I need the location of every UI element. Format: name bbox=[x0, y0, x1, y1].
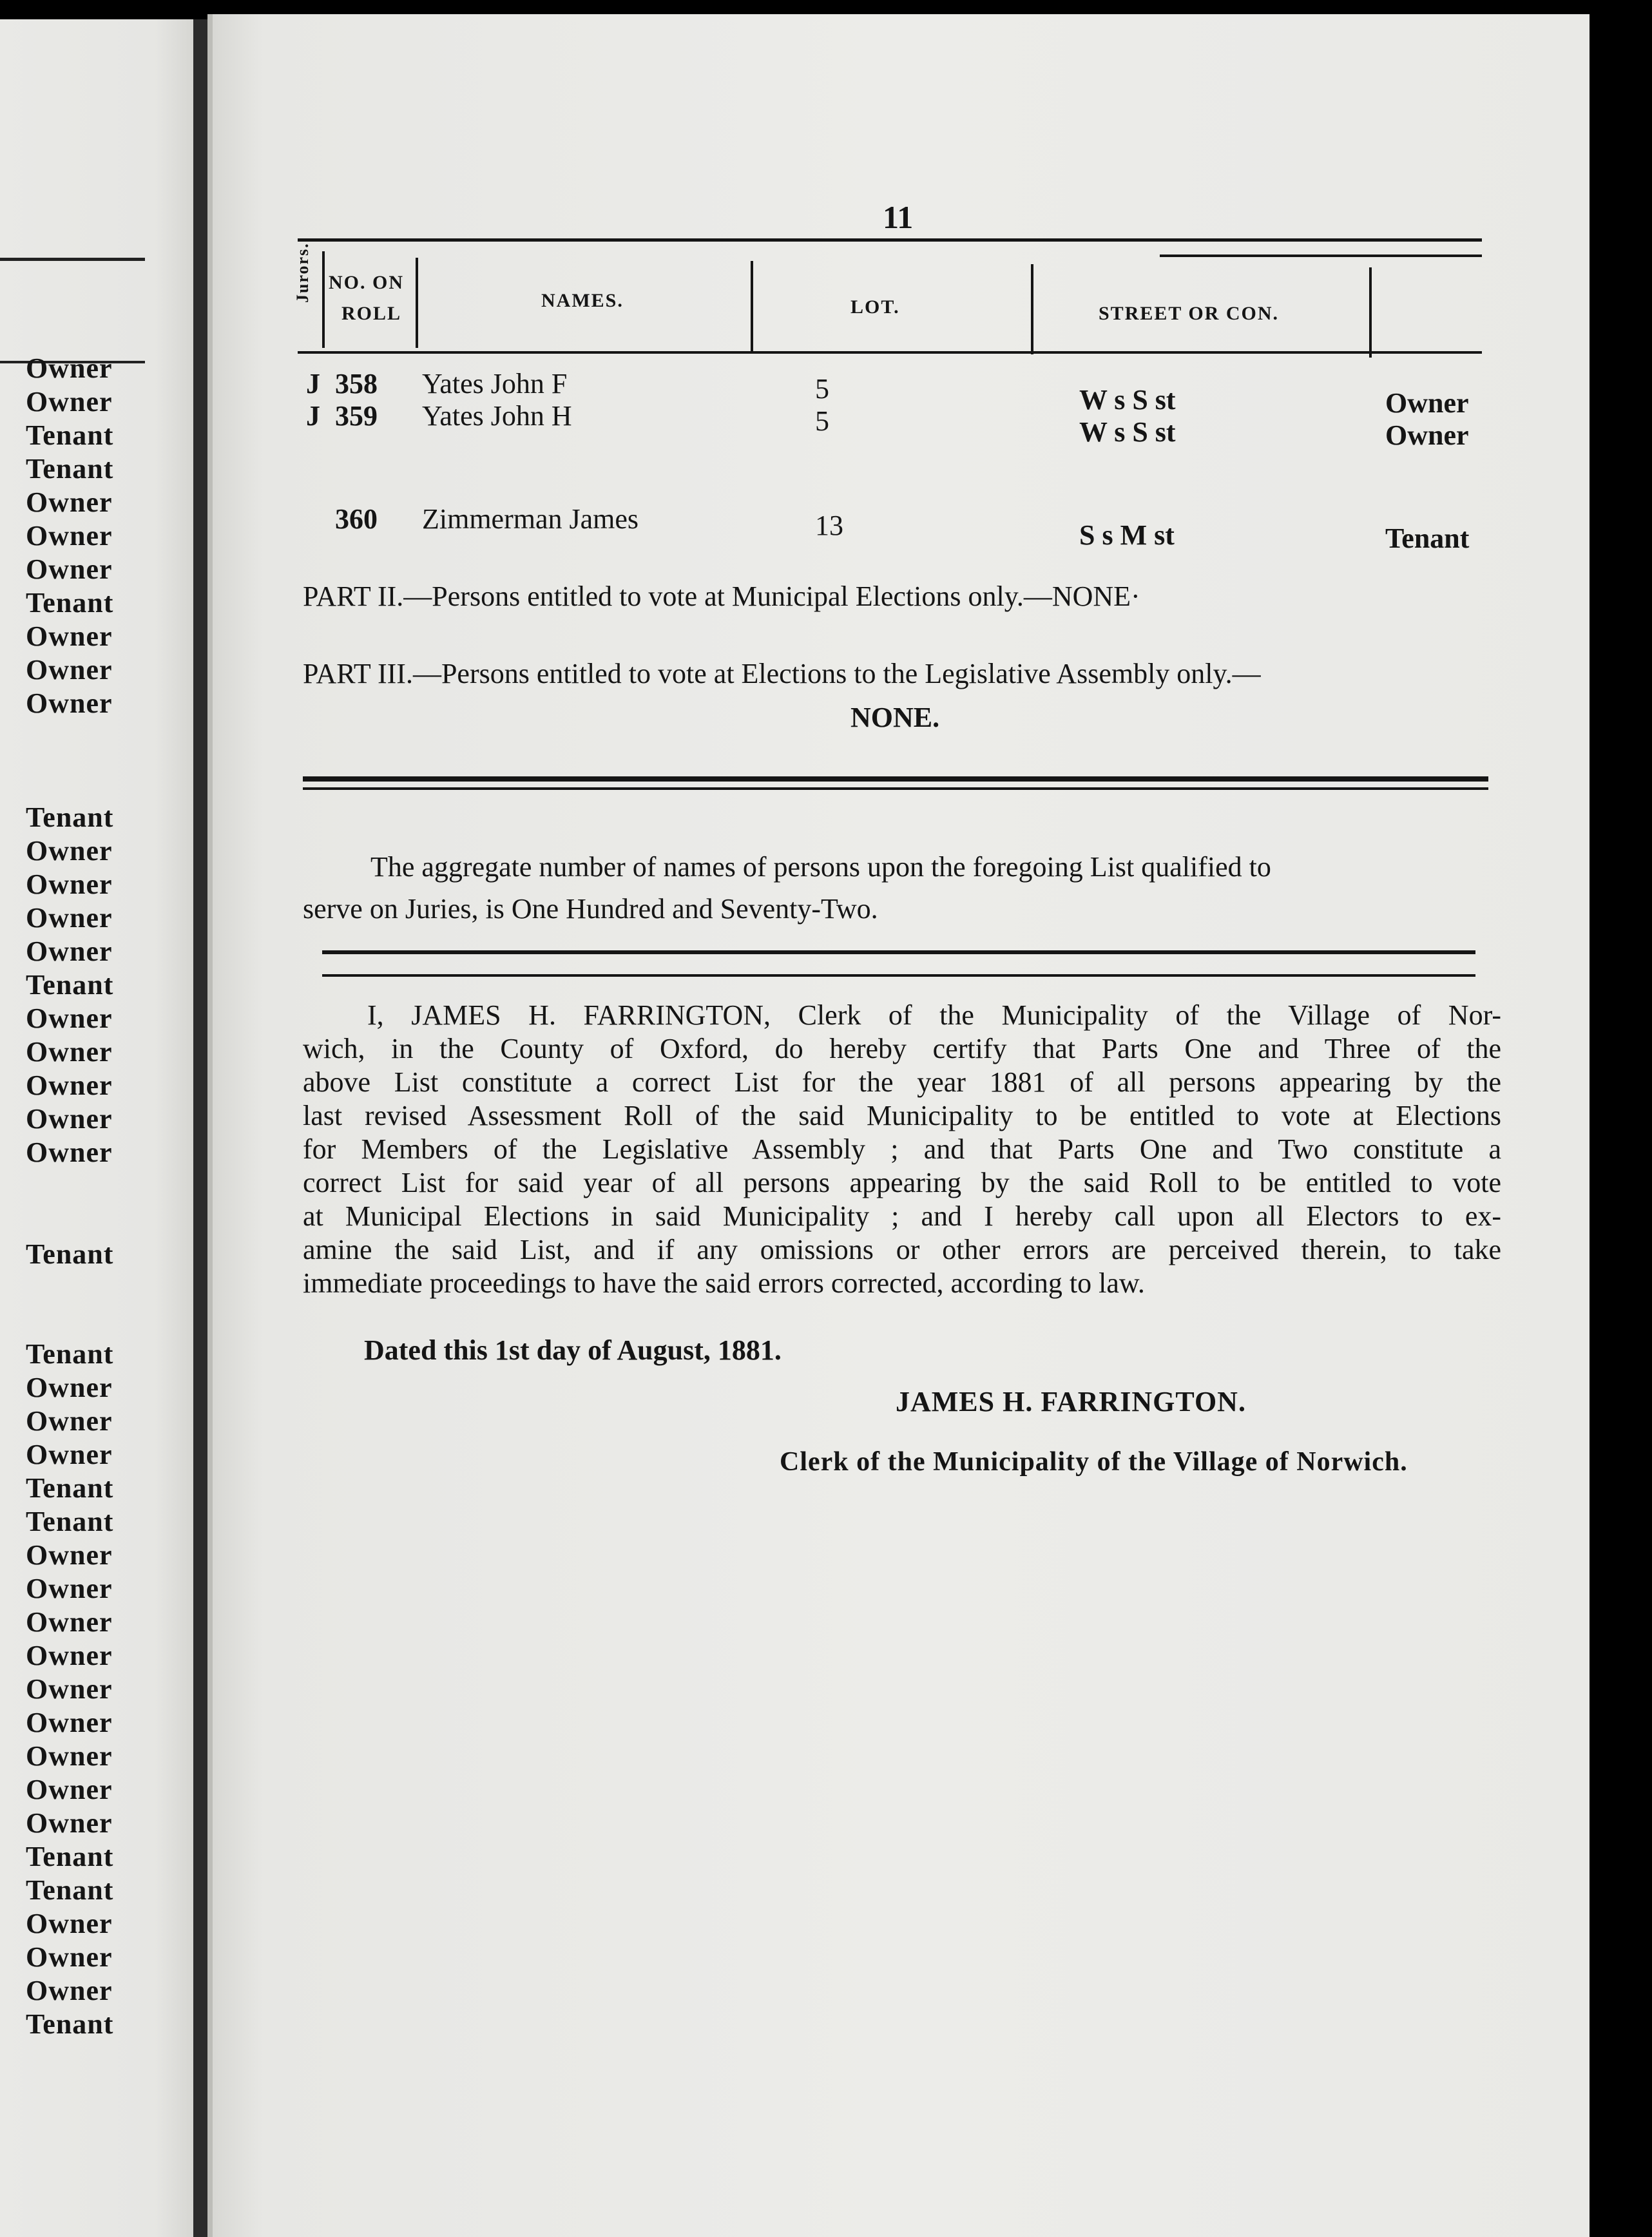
row-1-street: W s S st bbox=[1079, 384, 1176, 416]
section-rule-2 bbox=[322, 950, 1475, 954]
row-1-lot: 5 bbox=[815, 373, 829, 405]
left-status-label: Owner bbox=[26, 1640, 113, 1671]
left-status-label: Owner bbox=[26, 520, 113, 552]
left-status-label: Owner bbox=[26, 1740, 113, 1772]
left-status-label: Owner bbox=[26, 1372, 113, 1403]
table-header-bottom-rule bbox=[298, 351, 1482, 354]
left-status-label: Owner bbox=[26, 902, 113, 934]
certification-line-last: immediate proceedings to have the said errors corrected, according to law. bbox=[303, 1267, 1145, 1299]
left-status-label: Tenant bbox=[26, 1338, 114, 1370]
left-status-label: Tenant bbox=[26, 419, 114, 451]
left-status-label: Owner bbox=[26, 1439, 113, 1470]
certification-line: for Members of the Legislative Assembly ; and that Parts One and Two constitute a bbox=[303, 1133, 1501, 1165]
left-status-label: Owner bbox=[26, 654, 113, 686]
section-double-rule-top bbox=[303, 776, 1488, 782]
row-3-lot: 13 bbox=[815, 510, 843, 541]
page-edge-shadow bbox=[207, 14, 213, 2237]
left-status-label: Tenant bbox=[26, 453, 114, 485]
left-status-label: Tenant bbox=[26, 1238, 114, 1270]
aggregate-line-2: serve on Juries, is One Hundred and Seventy-Two. bbox=[303, 893, 878, 925]
section-double-rule-bottom bbox=[303, 787, 1488, 790]
left-status-label: Owner bbox=[26, 835, 113, 867]
aggregate-line-1: The aggregate number of names of persons upon the foregoing List qualified to bbox=[370, 851, 1271, 883]
row-2-status: Owner bbox=[1385, 419, 1469, 451]
header-roll-line1: NO. ON bbox=[329, 272, 404, 293]
certification-paragraph bbox=[303, 999, 1501, 1300]
header-lot: LOT. bbox=[850, 296, 900, 318]
certification-line: correct List for said year of all persons appearing by the said Roll to be entitled to vote bbox=[303, 1167, 1501, 1198]
left-status-label: Owner bbox=[26, 1673, 113, 1705]
header-jurors: Jurors. bbox=[293, 242, 312, 303]
table-col-divider bbox=[1031, 264, 1033, 354]
row-2-name: Yates John H bbox=[422, 400, 572, 432]
dated-line: Dated this 1st day of August, 1881. bbox=[364, 1334, 782, 1366]
left-status-label: Tenant bbox=[26, 2008, 114, 2040]
certification-line: last revised Assessment Roll of the said Municipality to be entitled to vote at Elections bbox=[303, 1100, 1501, 1131]
left-status-label: Tenant bbox=[26, 969, 114, 1001]
row-3-name: Zimmerman James bbox=[422, 503, 639, 535]
left-status-label: Owner bbox=[26, 1573, 113, 1604]
part-3-line-1: PART III.—Persons entitled to vote at Elections to the Legislative Assembly only.— bbox=[303, 658, 1261, 689]
row-3-street: S s M st bbox=[1079, 519, 1175, 551]
header-names: NAMES. bbox=[541, 290, 624, 311]
part-2-line: PART II.—Persons entitled to vote at Municipal Elections only.—NONE· bbox=[303, 581, 1140, 612]
left-status-label: Owner bbox=[26, 620, 113, 652]
left-status-label: Owner bbox=[26, 936, 113, 967]
left-status-label: Owner bbox=[26, 1137, 113, 1168]
row-1-juror: J bbox=[306, 368, 320, 399]
row-1-name: Yates John F bbox=[422, 368, 568, 399]
table-top-rule bbox=[298, 238, 1482, 242]
certification-line: above List constitute a correct List for the year 1881 of all persons appearing by the bbox=[303, 1066, 1501, 1098]
table-col-divider bbox=[416, 258, 418, 348]
left-status-label: Owner bbox=[26, 1707, 113, 1738]
left-status-label: Owner bbox=[26, 486, 113, 518]
certification-line: amine the said List, and if any omissions or other errors are perceived therein, to take bbox=[303, 1234, 1501, 1265]
left-status-label: Owner bbox=[26, 352, 113, 384]
certification-line: wich, in the County of Oxford, do hereby certify that Parts One and Three of the bbox=[303, 1033, 1501, 1064]
left-status-label: Owner bbox=[26, 1975, 113, 2006]
left-status-label: Owner bbox=[26, 1036, 113, 1068]
left-status-label: Owner bbox=[26, 1003, 113, 1034]
left-page-strip bbox=[0, 19, 193, 2237]
row-1-status: Owner bbox=[1385, 387, 1469, 419]
section-rule-2-bottom bbox=[322, 974, 1475, 977]
left-status-label: Owner bbox=[26, 687, 113, 719]
row-2-lot: 5 bbox=[815, 405, 829, 437]
part-3-line-2: NONE. bbox=[850, 702, 940, 733]
left-status-label: Owner bbox=[26, 869, 113, 900]
left-status-label: Owner bbox=[26, 1941, 113, 1973]
left-status-label: Tenant bbox=[26, 1472, 114, 1504]
left-status-label: Tenant bbox=[26, 1874, 114, 1906]
signature-title: Clerk of the Municipality of the Village of Norwich. bbox=[780, 1447, 1408, 1477]
header-roll-line2: ROLL bbox=[341, 303, 402, 324]
left-status-label: Owner bbox=[26, 1807, 113, 1839]
left-status-label: Owner bbox=[26, 1908, 113, 1939]
signature-name: JAMES H. FARRINGTON. bbox=[896, 1386, 1246, 1417]
left-status-label: Owner bbox=[26, 1405, 113, 1437]
left-status-label: Tenant bbox=[26, 1506, 114, 1537]
certification-line: I, JAMES H. FARRINGTON, Clerk of the Municipality of the Village of Nor- bbox=[367, 999, 1501, 1031]
left-status-label: Owner bbox=[26, 553, 113, 585]
certification-line: at Municipal Elections in said Municipality ; and I hereby call upon all Electors to ex- bbox=[303, 1200, 1501, 1232]
row-2-street: W s S st bbox=[1079, 416, 1176, 448]
left-status-label: Owner bbox=[26, 386, 113, 418]
left-status-label: Tenant bbox=[26, 587, 114, 619]
left-page-header-rule bbox=[0, 258, 145, 261]
row-2-juror: J bbox=[306, 400, 320, 432]
page-number: 11 bbox=[883, 199, 914, 235]
table-col-divider bbox=[322, 251, 325, 348]
table-col-divider bbox=[751, 261, 753, 351]
row-2-roll: 359 bbox=[335, 400, 378, 432]
row-3-roll: 360 bbox=[335, 503, 378, 535]
left-status-label: Tenant bbox=[26, 1841, 114, 1872]
left-status-label: Owner bbox=[26, 1539, 113, 1571]
left-status-label: Tenant bbox=[26, 802, 114, 833]
row-3-status: Tenant bbox=[1385, 523, 1470, 554]
table-col-divider bbox=[1369, 267, 1372, 358]
left-status-label: Owner bbox=[26, 1103, 113, 1135]
left-status-label: Owner bbox=[26, 1606, 113, 1638]
row-1-roll: 358 bbox=[335, 368, 378, 399]
left-status-label: Owner bbox=[26, 1070, 113, 1101]
left-status-label: Owner bbox=[26, 1774, 113, 1805]
header-street: STREET OR CON. bbox=[1099, 303, 1280, 324]
table-header-right-rule bbox=[1160, 254, 1482, 257]
